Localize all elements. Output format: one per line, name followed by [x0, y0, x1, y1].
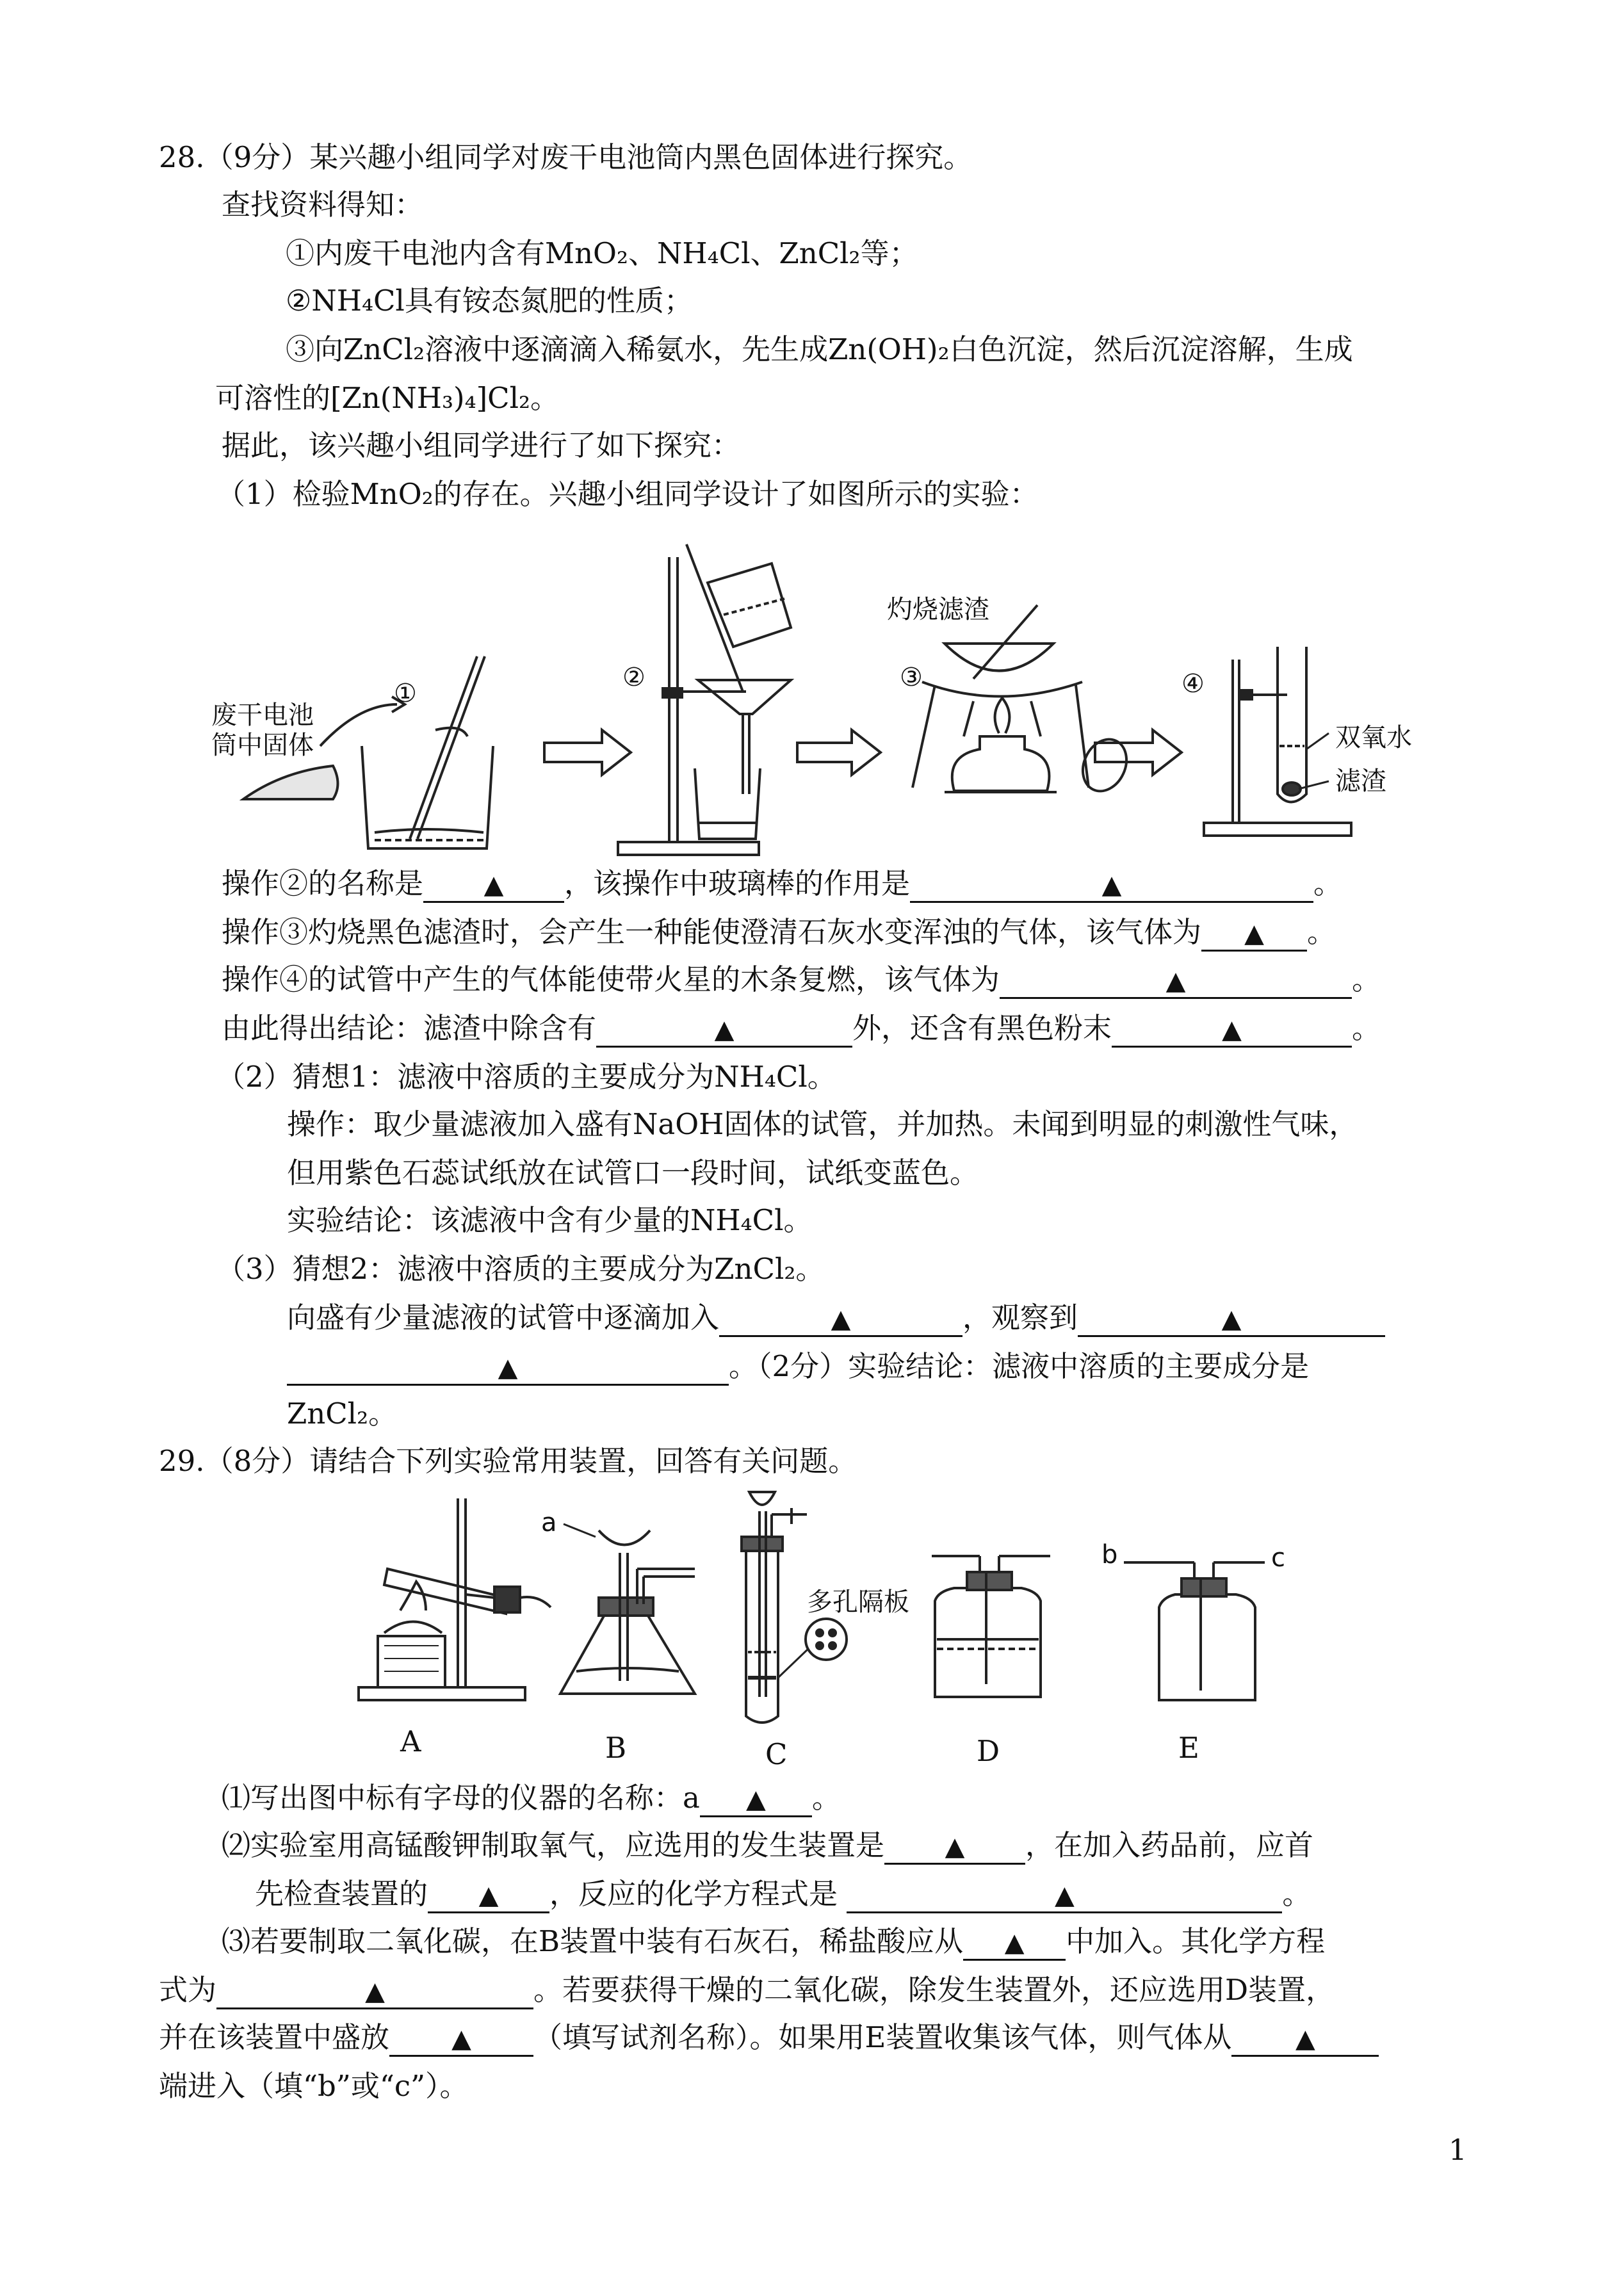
beaker-1 — [362, 746, 493, 848]
q29-sub3-line4: 端进入（填“b”或“c”）。 — [159, 2069, 469, 2103]
answer-blank[interactable]: ▲ — [1000, 964, 1352, 999]
apparatus-A-tube — [384, 1569, 506, 1614]
answer-blank[interactable]: ▲ — [884, 1829, 1025, 1865]
q28-line-op3: 操作③灼烧黑色滤渣时，会产生一种能使澄清石灰水变浑浊的气体，该气体为 ▲ 。 — [222, 913, 1336, 952]
apparatus-B-funnel — [599, 1530, 650, 1545]
q28-part3: （3）猜想2：滤液中溶质的主要成分为ZnCl₂。 — [216, 1252, 825, 1286]
q28-ref3b: 可溶性的[Zn(NH₃)₄]Cl₂。 — [215, 381, 560, 415]
evaporating-dish — [945, 644, 1053, 671]
q28-part1: （1）检验MnO₂的存在。兴趣小组同学设计了如图所示的实验： — [216, 477, 1039, 511]
label-b: b — [1101, 1540, 1118, 1569]
q29-sub2-line1: ⑵实验室用高锰酸钾制取氧气，应选用的发生装置是 ▲ ，在加入药品前，应首 — [222, 1826, 1313, 1865]
q28-title: 28.（9分）某兴趣小组同学对废干电池筒内黑色固体进行探究。 — [159, 140, 973, 174]
stand-base-2 — [618, 842, 759, 855]
q28-part2-op2: 但用紫色石蕊试纸放在试管口一段时间，试纸变蓝色。 — [287, 1156, 979, 1190]
glass-rod-2 — [686, 544, 743, 692]
h2o2-label: 双氧水 — [1335, 723, 1412, 752]
q28-part2-op1: 操作：取少量滤液加入盛有NaOH固体的试管，并加热。未闻到明显的刺激性气味， — [287, 1107, 1358, 1141]
answer-blank[interactable]: ▲ — [389, 2022, 533, 2057]
answer-blank[interactable]: ▲ — [1231, 2022, 1379, 2057]
apparatus-D-label: D — [977, 1734, 1000, 1768]
step-2-label: ② — [622, 663, 646, 692]
q28-part2: （2）猜想1：滤液中溶质的主要成分为NH₄Cl。 — [216, 1060, 836, 1094]
answer-blank[interactable]: ▲ — [596, 1012, 852, 1048]
solid-label-line1: 废干电池 — [211, 701, 314, 730]
answer-blank[interactable]: ▲ — [719, 1302, 962, 1337]
tripod-stand — [913, 685, 1089, 788]
alcohol-lamp — [952, 736, 1050, 791]
apparatus-C-label: C — [765, 1737, 788, 1771]
answer-blank[interactable]: ▲ — [428, 1878, 549, 1913]
stand-base-4 — [1204, 823, 1351, 836]
test-tube — [1278, 647, 1306, 802]
apparatus-E-label: E — [1178, 1731, 1199, 1765]
q29-sub3-line3: 并在该装置中盛放 ▲ （填写试剂名称）。如果用E装置收集该气体，则气体从 ▲ — [159, 2018, 1379, 2057]
answer-blank[interactable]: ▲ — [963, 1926, 1066, 1961]
beaker-2 — [695, 768, 760, 839]
q29-sub3-line2: 式为 ▲ 。若要获得干燥的二氧化碳，除发生装置外，还应选用D装置， — [159, 1971, 1335, 2009]
label-c: c — [1271, 1543, 1285, 1573]
q28-ref1: ①内废干电池内含有MnO₂、NH₄Cl、ZnCl₂等； — [286, 236, 918, 270]
glass-rod-1 — [410, 656, 477, 839]
q29-sub3-line1: ⑶若要制取二氧化碳，在B装置中装有石灰石，稀盐酸应从 ▲ 中加入。其化学方程 — [222, 1922, 1325, 1961]
q29-sub1: ⑴写出图中标有字母的仪器的名称：a ▲ 。 — [222, 1779, 841, 1817]
q28-line-conclusion: 由此得出结论：滤渣中除含有 ▲ 外，还含有黑色粉末 ▲ 。 — [222, 1009, 1381, 1048]
step-3-label: ③ — [900, 663, 923, 692]
q28-ref-intro: 查找资料得知： — [222, 188, 424, 222]
q29-sub2-line2: 先检查装置的 ▲ ，反应的化学方程式是 ▲ 。 — [255, 1875, 1311, 1913]
answer-blank[interactable]: ▲ — [216, 1974, 533, 2009]
pour-arrow — [320, 704, 397, 746]
perforated-plate-label: 多孔隔板 — [807, 1587, 909, 1617]
page-number: 1 — [1449, 2133, 1467, 2167]
apparatus-C-tube — [746, 1543, 778, 1723]
flow-arrow-2 — [797, 730, 881, 775]
apparatus-C-funnel — [749, 1492, 775, 1505]
lamp-cap — [1075, 732, 1135, 798]
q29-title: 29.（8分）请结合下列实验常用装置，回答有关问题。 — [159, 1444, 857, 1478]
step-4-label: ④ — [1181, 669, 1205, 699]
apparatus-B-flask — [560, 1614, 695, 1694]
q28-ref3a: ③向ZnCl₂溶液中逐滴滴入稀氨水，先生成Zn(OH)₂白色沉淀，然后沉淀溶解，生成 — [286, 332, 1353, 366]
q28-part2-conclusion: 实验结论：该滤液中含有少量的NH₄Cl。 — [287, 1203, 813, 1237]
q28-line-op4: 操作④的试管中产生的气体能使带火星的木条复燃，该气体为 ▲ 。 — [222, 961, 1381, 999]
apparatus-E-bottle — [1159, 1594, 1255, 1700]
solid-label-line2: 筒中固体 — [211, 731, 314, 760]
q28-part3-line2: ▲ 。（2分）实验结论：滤液中溶质的主要成分是 — [287, 1347, 1309, 1386]
answer-blank[interactable]: ▲ — [1201, 916, 1307, 952]
flow-arrow-3 — [1095, 730, 1181, 775]
apparatus-A-base — [359, 1687, 525, 1700]
apparatus-B-label: B — [605, 1731, 627, 1765]
q28-ref2: ②NH₄Cl具有铵态氮肥的性质； — [286, 284, 693, 318]
burn-residue-label: 灼烧滤渣 — [887, 595, 989, 624]
answer-blank[interactable]: ▲ — [847, 1878, 1282, 1913]
q28-then: 据此，该兴趣小组同学进行了如下探究： — [222, 428, 741, 462]
flow-arrow-1 — [544, 730, 631, 775]
perforated-plate-detail — [806, 1619, 847, 1660]
q28-part3-line3: ZnCl₂。 — [287, 1397, 398, 1431]
label-a: a — [541, 1508, 557, 1537]
q28-line-op2: 操作②的名称是 ▲ ，该操作中玻璃棒的作用是 ▲ 。 — [222, 864, 1342, 903]
answer-blank[interactable]: ▲ — [287, 1350, 729, 1386]
answer-blank[interactable]: ▲ — [1112, 1012, 1352, 1048]
q28-part3-line1: 向盛有少量滤液的试管中逐滴加入 ▲ ，观察到 ▲ — [287, 1299, 1385, 1337]
funnel — [698, 680, 791, 714]
apparatus-D-bottle — [935, 1588, 1041, 1697]
answer-blank[interactable]: ▲ — [700, 1782, 812, 1817]
answer-blank[interactable]: ▲ — [1078, 1302, 1385, 1337]
answer-blank[interactable]: ▲ — [910, 868, 1313, 903]
residue-label: 滤渣 — [1335, 766, 1386, 796]
answer-blank[interactable]: ▲ — [423, 868, 564, 903]
powder-pile — [243, 766, 338, 799]
apparatus-A-label: A — [400, 1724, 421, 1758]
step-1-label: ① — [394, 679, 417, 708]
pouring-beaker — [708, 564, 791, 647]
